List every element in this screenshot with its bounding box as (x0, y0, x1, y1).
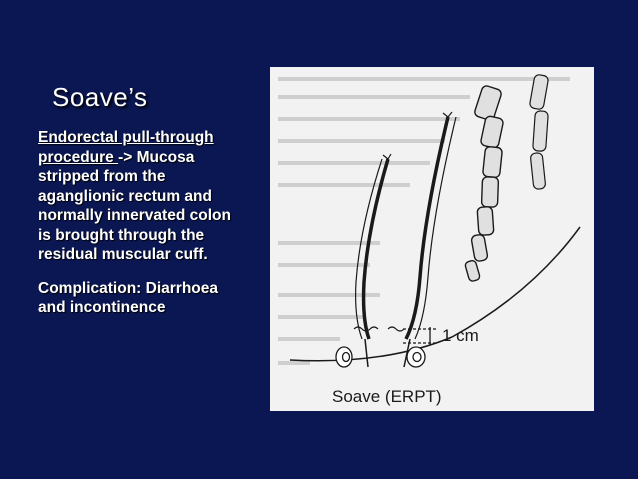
procedure-name: Endorectal pull-through procedure (38, 129, 214, 166)
procedure-detail: -> Mucosa stripped from the aganglionic rectum and normally innervated colon is brought through the residual muscular cuff. (38, 148, 231, 263)
sacrum-vertebrae (464, 85, 503, 282)
suture-marks (354, 112, 452, 331)
faded-text-lines (278, 79, 570, 363)
coccyx-segments (529, 74, 549, 189)
complication-text: Complication: Diarrhoea and incontinence (38, 279, 218, 316)
procedure-description (38, 128, 243, 265)
soave-diagram (270, 67, 594, 411)
figure-caption: Soave (ERPT) (332, 387, 442, 406)
measurement-label: 1 cm (442, 326, 479, 345)
anatomy-illustration (270, 67, 594, 411)
slide-title: Soave’s (52, 82, 148, 112)
description-block (38, 128, 243, 318)
